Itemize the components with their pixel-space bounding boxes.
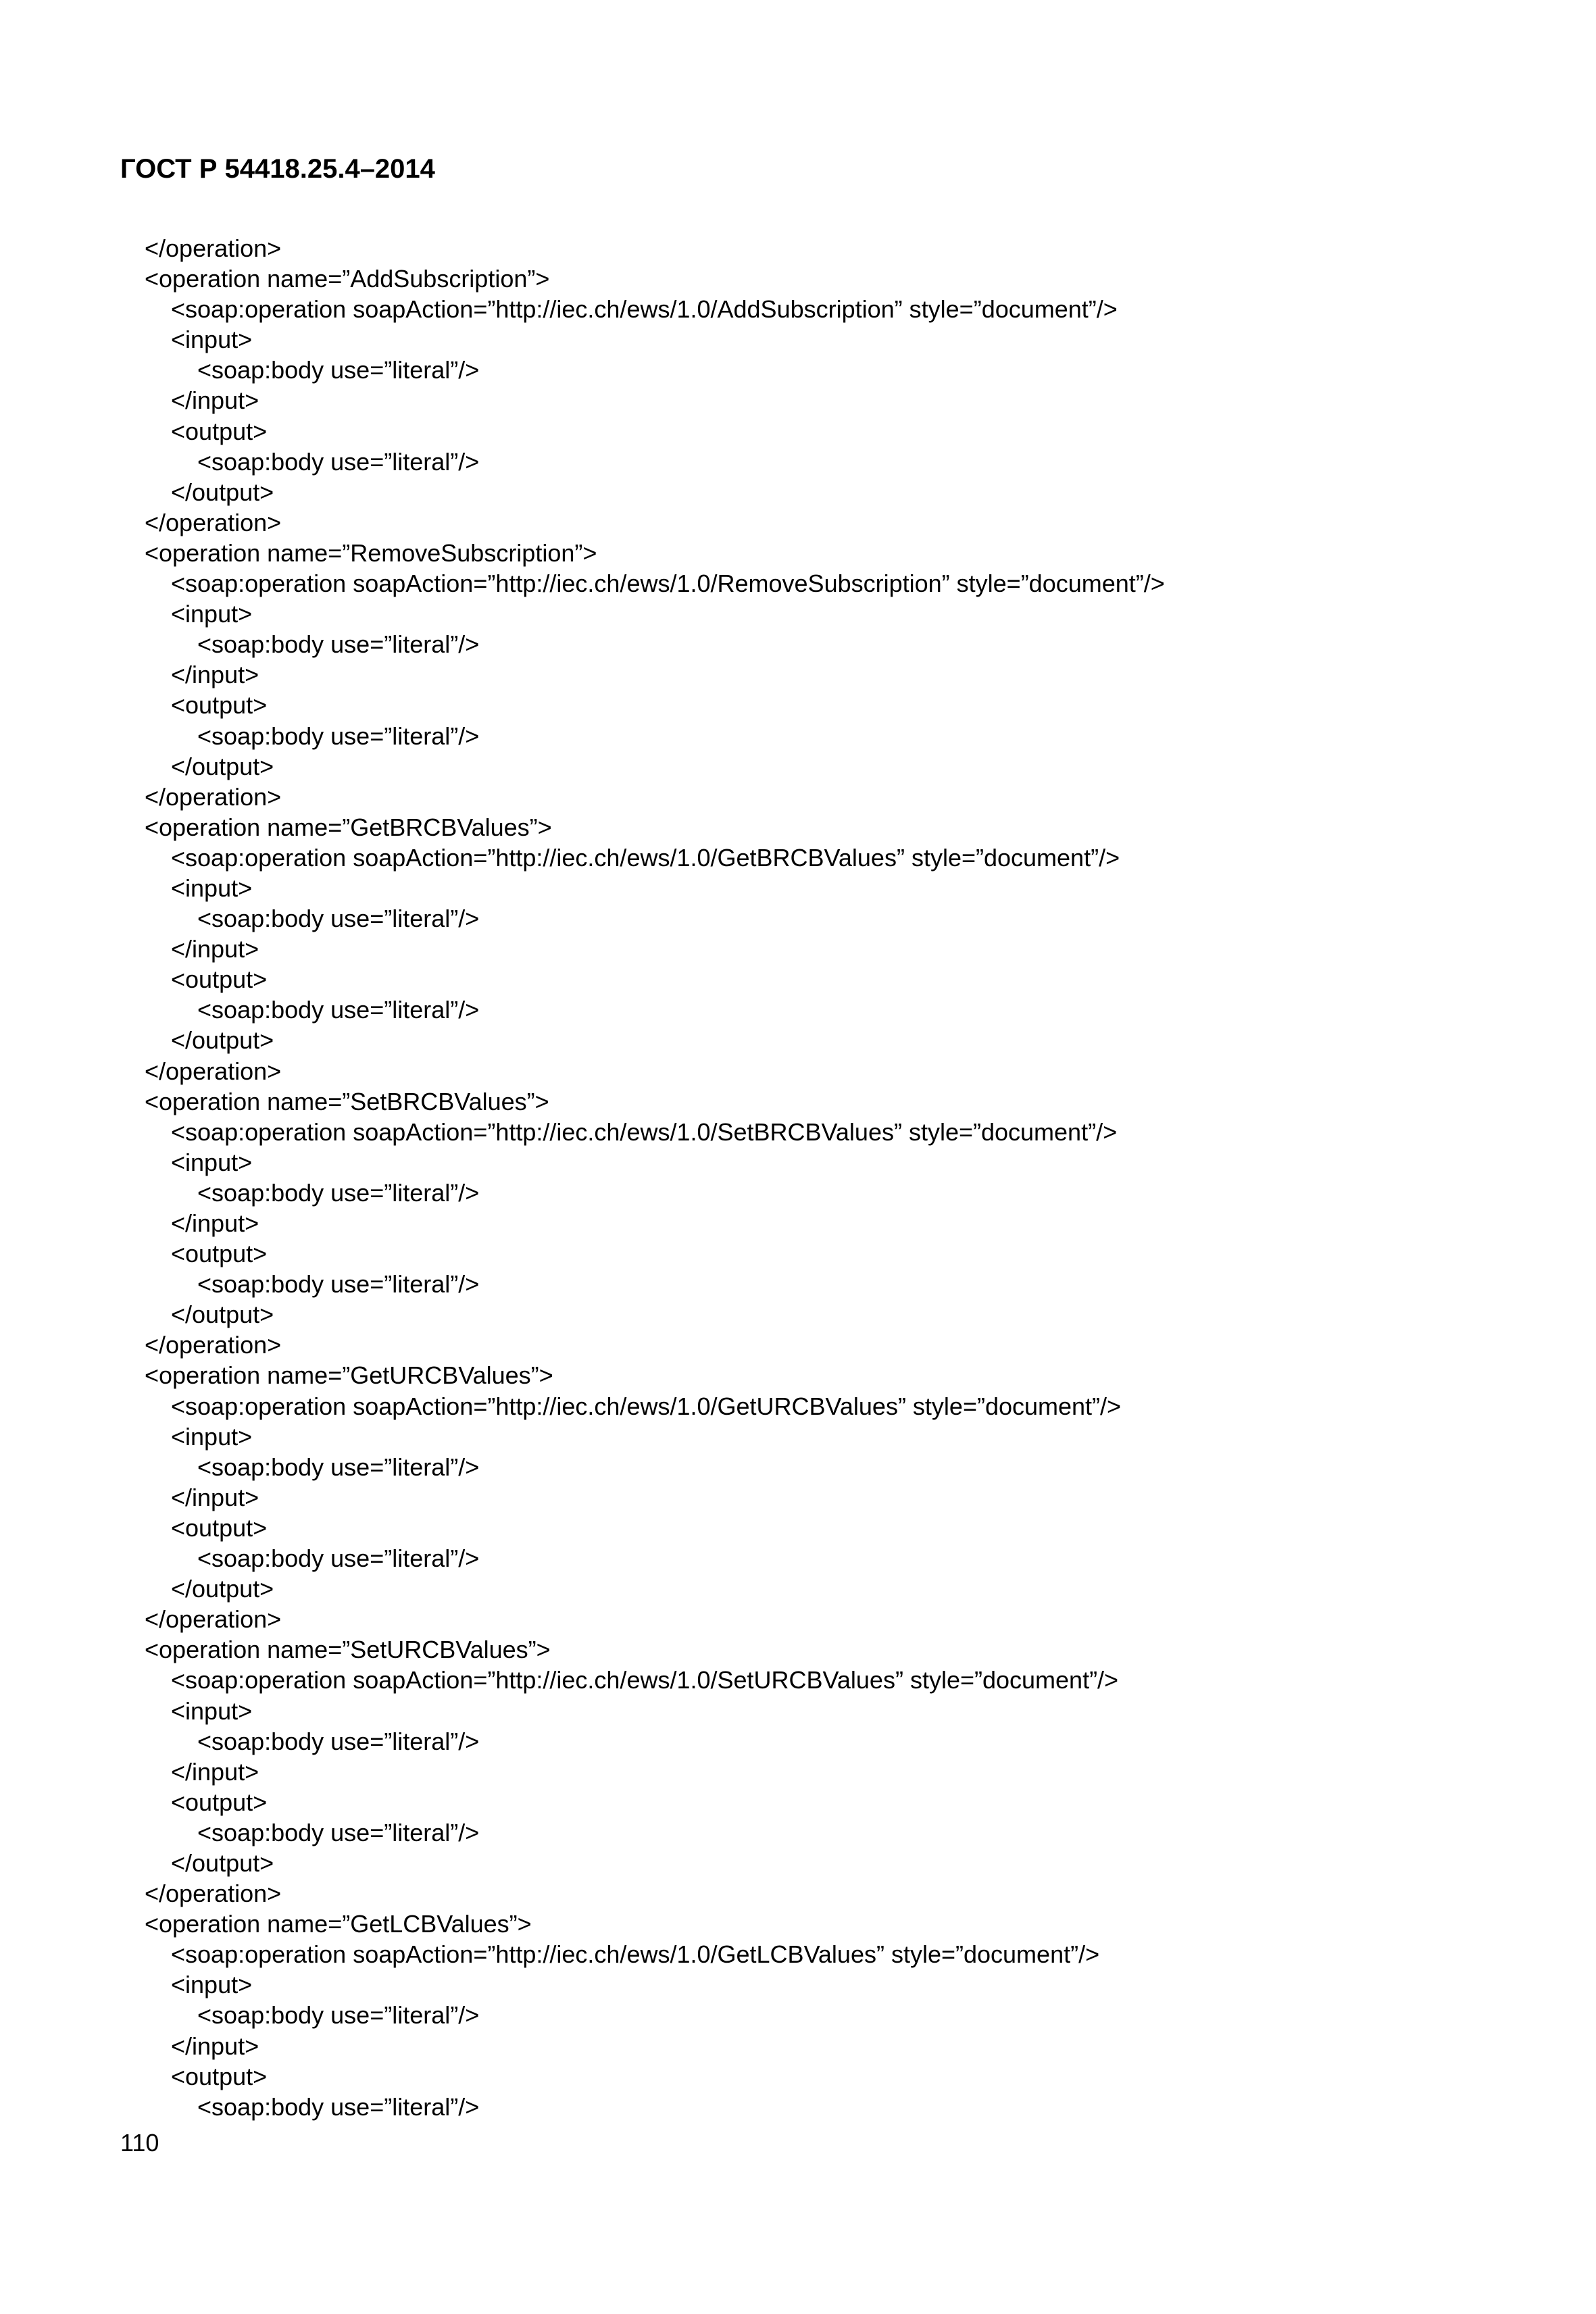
code-line: <operation name=”AddSubscription”> xyxy=(145,265,550,293)
code-line: </operation> xyxy=(145,508,282,536)
code-line: <soap:body use=”literal”/> xyxy=(197,356,480,384)
code-line: <operation name=”SetURCBValues”> xyxy=(145,1636,551,1664)
code-line: <output> xyxy=(171,965,268,994)
wsdl-code-listing xyxy=(145,233,1496,2122)
code-line: <soap:body use=”literal”/> xyxy=(197,1270,480,1299)
code-line: <input> xyxy=(171,600,253,628)
code-line: <operation name=”GetLCBValues”> xyxy=(145,1910,532,1938)
code-line: <soap:body use=”literal”/> xyxy=(197,447,480,476)
code-line: <soap:body use=”literal”/> xyxy=(197,905,480,933)
code-line: <input> xyxy=(171,874,253,902)
code-line: <output> xyxy=(171,1240,268,1268)
code-line: <soap:operation soapAction=”http://iec.ch/ews/1.0/SetURCBValues” style=”document”/> xyxy=(171,1666,1119,1694)
code-line: <soap:operation soapAction=”http://iec.ch/ews/1.0/GetBRCBValues” style=”document”/> xyxy=(171,843,1120,872)
code-line: <operation name=”GetURCBValues”> xyxy=(145,1361,553,1390)
code-line: <soap:operation soapAction=”http://iec.ch/ews/1.0/SetBRCBValues” style=”document”/> xyxy=(171,1117,1118,1146)
code-line: <output> xyxy=(171,1513,268,1542)
code-line: <soap:operation soapAction=”http://iec.ch/ews/1.0/AddSubscription” style=”document”/> xyxy=(171,295,1118,324)
code-line: <input> xyxy=(171,1971,253,1999)
code-line: <soap:operation soapAction=”http://iec.ch/ews/1.0/RemoveSubscription” style=”document”/> xyxy=(171,570,1165,598)
code-line: <operation name=”GetBRCBValues”> xyxy=(145,813,552,841)
code-line: <soap:body use=”literal”/> xyxy=(197,1818,480,1846)
code-line: <output> xyxy=(171,2062,268,2090)
code-line: </input> xyxy=(171,1757,259,1786)
code-line: <soap:body use=”literal”/> xyxy=(197,722,480,750)
code-line: <output> xyxy=(171,691,268,720)
code-line: </operation> xyxy=(145,1057,282,1085)
code-line: </operation> xyxy=(145,1605,282,1634)
code-line: <input> xyxy=(171,1696,253,1725)
code-line: </output> xyxy=(171,752,274,780)
code-line: </input> xyxy=(171,386,259,415)
code-line: <soap:body use=”literal”/> xyxy=(197,1727,480,1755)
code-line: </output> xyxy=(171,478,274,506)
code-line: </output> xyxy=(171,1848,274,1877)
code-line: <input> xyxy=(171,1148,253,1176)
code-line: <soap:body use=”literal”/> xyxy=(197,1544,480,1573)
code-line: </input> xyxy=(171,2032,259,2060)
code-line: <soap:body use=”literal”/> xyxy=(197,1453,480,1481)
code-line: <soap:operation soapAction=”http://iec.ch/ews/1.0/GetLCBValues” style=”document”/> xyxy=(171,1940,1100,1969)
code-line: <soap:body use=”literal”/> xyxy=(197,996,480,1024)
code-line: <operation name=”SetBRCBValues”> xyxy=(145,1087,549,1115)
code-line: </input> xyxy=(171,1209,259,1237)
code-line: </operation> xyxy=(145,782,282,811)
code-line: <operation name=”RemoveSubscription”> xyxy=(145,538,597,567)
code-line: <soap:body use=”literal”/> xyxy=(197,1178,480,1207)
code-line: <soap:body use=”literal”/> xyxy=(197,2001,480,2030)
code-line: </input> xyxy=(171,661,259,689)
code-line: </output> xyxy=(171,1301,274,1329)
code-line: <soap:body use=”literal”/> xyxy=(197,630,480,659)
code-line: </input> xyxy=(171,1483,259,1511)
code-line: </input> xyxy=(171,935,259,963)
code-line: <input> xyxy=(171,326,253,354)
code-line: </operation> xyxy=(145,234,282,262)
code-line: <input> xyxy=(171,1422,253,1451)
code-line: <output> xyxy=(171,417,268,445)
code-line: </operation> xyxy=(145,1331,282,1359)
code-line: </operation> xyxy=(145,1880,282,1908)
page-header-standard-title: ГОСТ Р 54418.25.4–2014 xyxy=(120,154,435,184)
page-number: 110 xyxy=(120,2129,159,2157)
code-line: </output> xyxy=(171,1575,274,1603)
code-line: </output> xyxy=(171,1026,274,1055)
code-line: <output> xyxy=(171,1788,268,1816)
code-line: <soap:operation soapAction=”http://iec.ch/ews/1.0/GetURCBValues” style=”document”/> xyxy=(171,1392,1122,1420)
code-line: <soap:body use=”literal”/> xyxy=(197,2092,480,2121)
